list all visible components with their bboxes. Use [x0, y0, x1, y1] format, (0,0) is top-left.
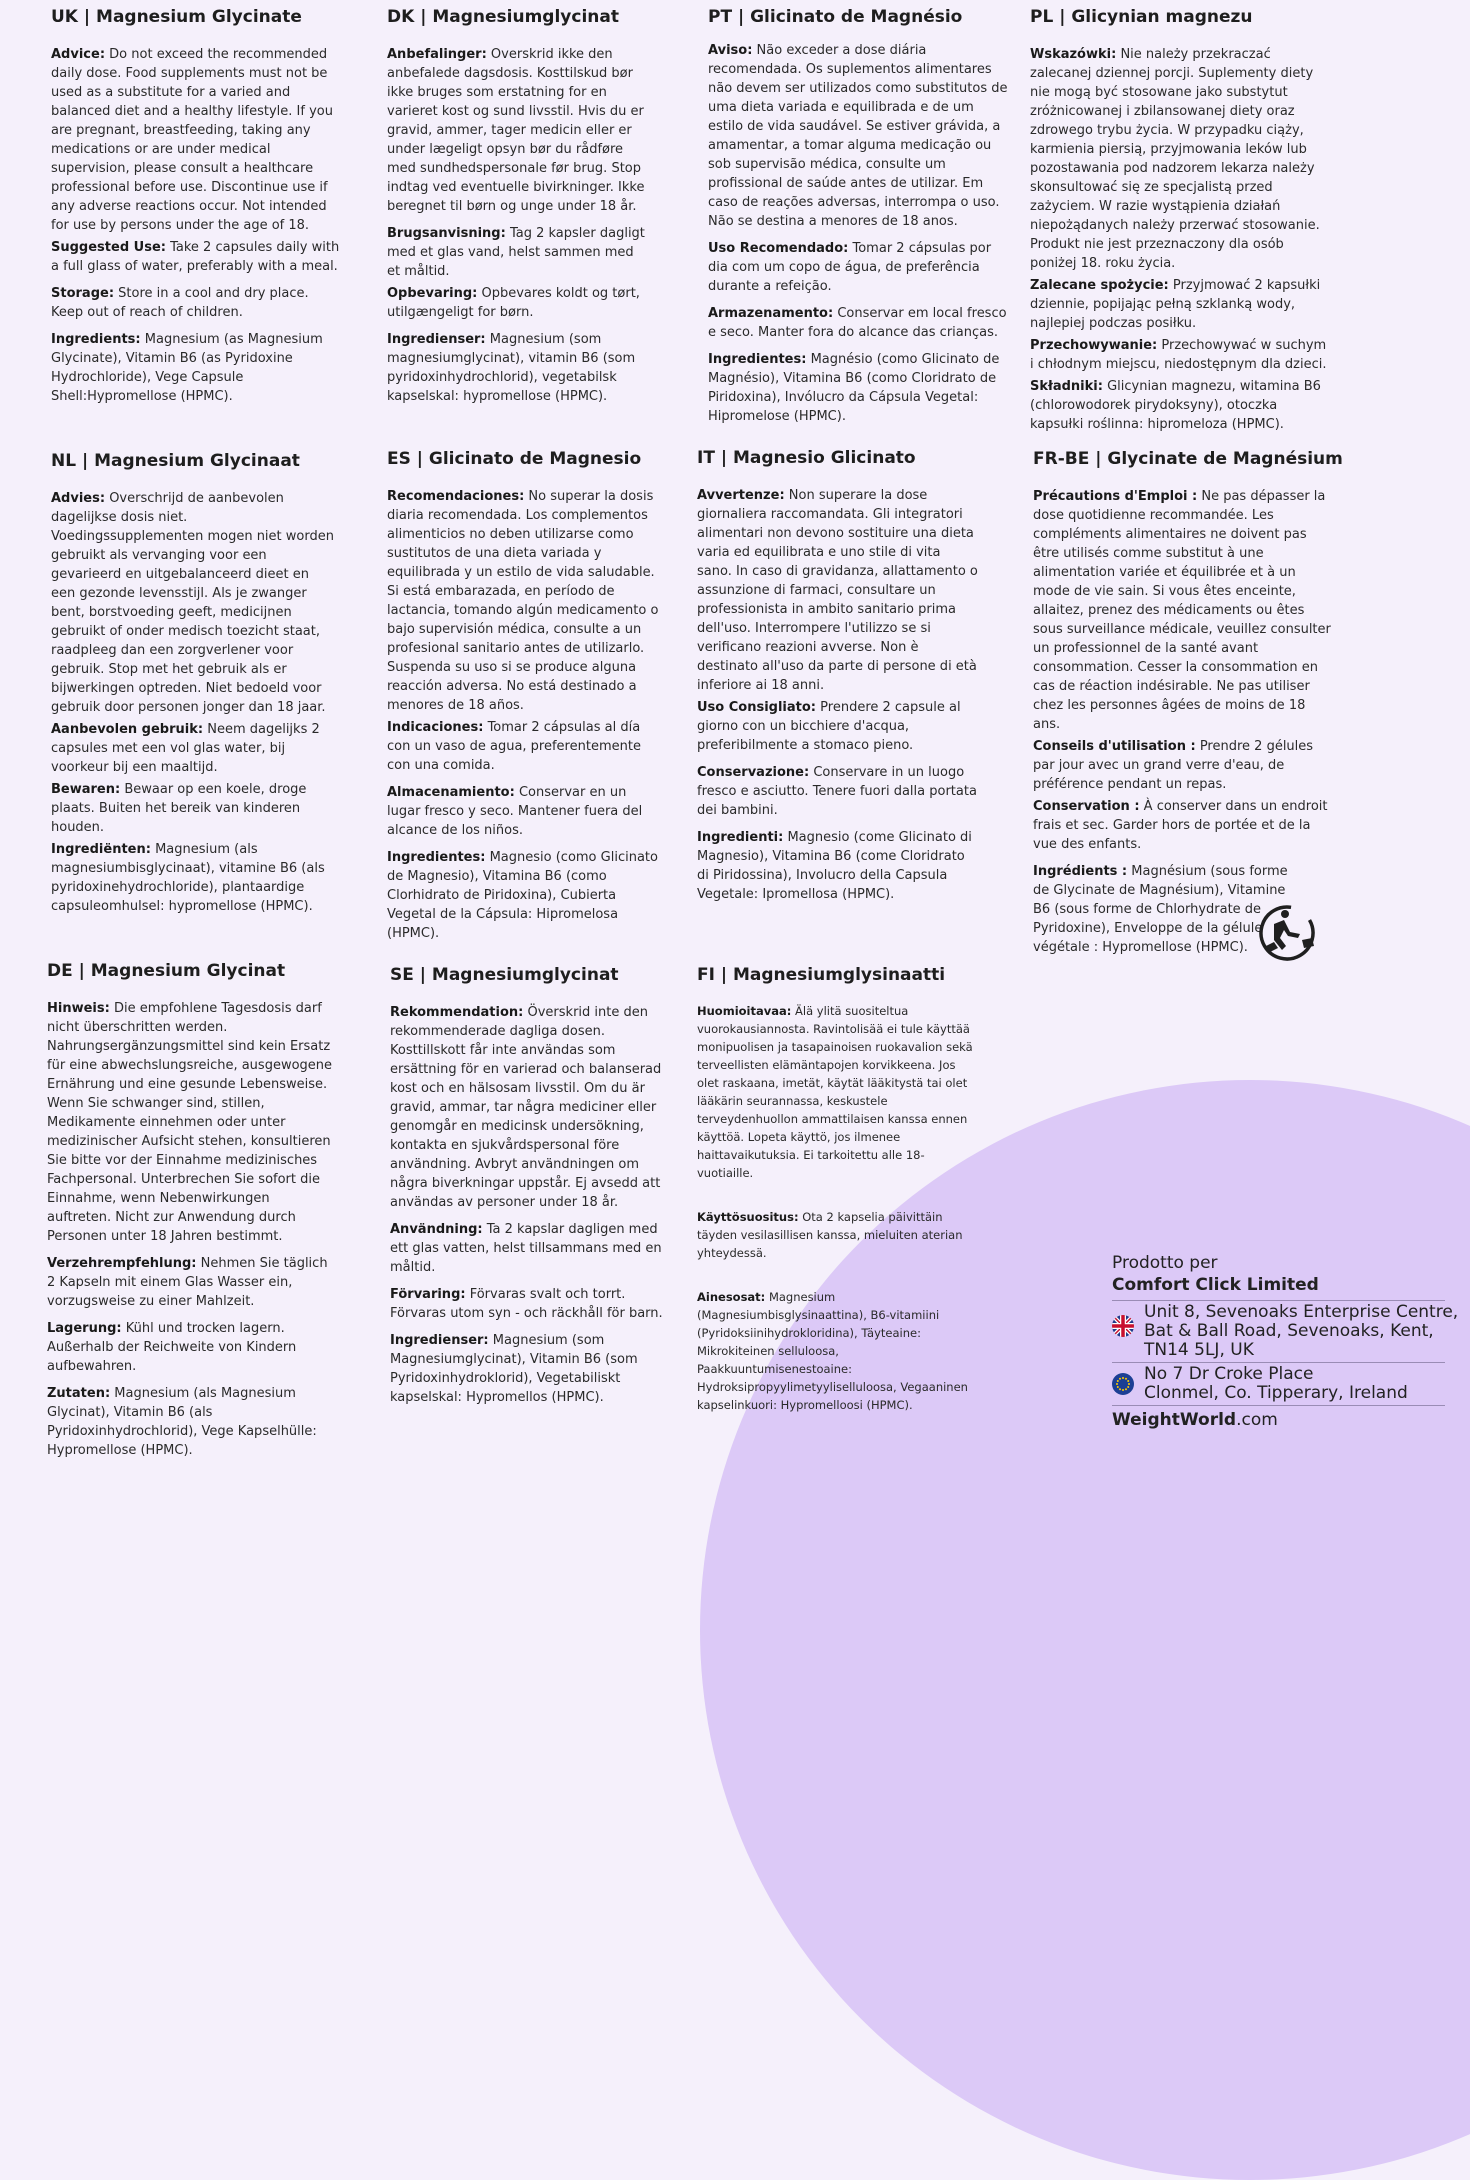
website-tld: .com	[1236, 1410, 1278, 1430]
advice-text: No superar la dosis diaria recomendada. Los complementos alimenticios no deben utilizarse como sustitutos de una dieta variada y equilibrada y un estilo de vida saludable. Si está embarazada, en período de lactancia, tomando algún medicamento o bajo supervisión médica, consulte a un profesional sanitario antes de utilizarlo. Suspenda su uso si se produce alguna reacción adversa. No está destinado a menores de 18 años.	[387, 489, 659, 713]
advice-text: Die empfohlene Tagesdosis darf nicht überschritten werden. Nahrungsergänzungsmittel sind kein Ersatz für eine abwechslungsreiche, ausgewogene Ernährung und eine gesunde Lebensweise. Wenn Sie schwanger sind, stillen, Medikamente einnehmen oder unter medizinischer Aufsicht stehen, konsultieren Sie bitte vor der Einnahme medizinisches Fachpersonal. Unterbrechen Sie sofort die Einnahme, wenn Nebenwirkungen auftreten. Nicht zur Anwendung durch Personen unter 18 Jahren bestimmt.	[47, 1001, 333, 1244]
advice-paragraph	[708, 41, 1008, 231]
advice-text: Nie należy przekraczać zalecanej dziennej porcji. Suplementy diety nie mogą być stosowane jako substytut zróżnicowanej i zbilansowanej diety oraz zdrowego trybu życia. W przypadku ciąży, karmienia piersią, przyjmowania leków lub pozostawania pod nadzorem lekarza należy skonsultować się ze specjalistą przed zażyciem. W razie wystąpienia działań niepożądanych należy przerwać stosowanie. Produkt nie jest przeznaczony dla osób poniżej 18. roku życia.	[1030, 47, 1320, 271]
advice-label: Recomendaciones:	[387, 489, 525, 504]
use-paragraph	[390, 1220, 673, 1277]
manufacturer-block	[1112, 1252, 1459, 1430]
ingredients-label: Ingrediënten:	[51, 842, 151, 857]
advice-label: Advice:	[51, 47, 106, 62]
ingredients-text: Glicynian magnezu, witamina B6 (chlorowodorek pirydoksyny), otoczka kapsułki roślinna: hipromeloza (HPMC).	[1030, 379, 1321, 432]
uk-flag-icon	[1112, 1315, 1134, 1337]
storage-label: Conservazione:	[697, 765, 810, 780]
section-uk	[51, 8, 341, 409]
advice-label: Avvertenze:	[697, 488, 785, 503]
use-paragraph	[47, 1254, 337, 1311]
advice-label: Rekommendation:	[390, 1005, 524, 1020]
use-paragraph	[51, 238, 341, 276]
website	[1112, 1405, 1445, 1430]
advice-paragraph	[51, 45, 341, 235]
ingredients-text: Magnésium (sous forme de Glycinate de Magnésium), Vitamine B6 (sous forme de Chlorhydrate de Pyridoxine), Enveloppe de la gélule végétale : Hypromellose (HPMC).	[1033, 864, 1288, 955]
ingredients-label: Ingredienser:	[390, 1333, 489, 1348]
advice-label: Wskazówki:	[1030, 47, 1117, 62]
use-label: Käyttösuositus:	[697, 1210, 799, 1224]
storage-label: Storage:	[51, 286, 115, 301]
section-title: ES | Glicinato de Magnesio	[387, 449, 642, 469]
advice-label: Aviso:	[708, 43, 753, 58]
storage-text: Bewaar op een koele, droge plaats. Buiten het bereik van kinderen houden.	[51, 782, 307, 835]
advice-text: Não exceder a dose diária recomendada. Os suplementos alimentares não devem ser utilizados como substitutos de uma dieta variada e equilibrada e de um estilo de vida saudável. Se estiver grávida, a amamentar, a tomar alguma medicação ou sob supervisão médica, consulte um profissional de saúde antes de utilizar. Em caso de reações adversas, interrompa o uso. Não se destina a menores de 18 anos.	[708, 43, 1008, 229]
use-label: Zalecane spożycie:	[1030, 278, 1169, 293]
advice-text: Overskrid ikke den anbefalede dagsdosis. Kosttilskud bør ikke bruges som erstatning for en varieret kost og sund livsstil. Hvis du er gravid, ammer, tager medicin eller er under lægeligt opsyn bør du rådføre med sundhedspersonale før brug. Stop indtag ved eventuelle bivirkninger. Ikke beregnet til børn og unge under 18 år.	[387, 47, 645, 214]
advice-paragraph	[51, 489, 336, 717]
advice-paragraph	[1033, 487, 1335, 734]
use-label: Uso Recomendado:	[708, 241, 849, 256]
section-title: SE | Magnesiumglycinat	[390, 965, 619, 985]
ingredients-paragraph	[697, 828, 979, 904]
use-label: Aanbevolen gebruik:	[51, 722, 204, 737]
section-title: FR-BE | Glycinate de Magnésium	[1033, 449, 1343, 469]
section-dk	[387, 8, 649, 409]
produced-for	[1112, 1252, 1445, 1296]
ingredients-paragraph	[390, 1331, 673, 1407]
storage-text: Store in a cool and dry place. Keep out of reach of children.	[51, 286, 309, 320]
ingredients-label: Ainesosat:	[697, 1290, 766, 1304]
storage-paragraph	[51, 780, 336, 837]
section-de	[47, 962, 337, 1463]
storage-label: Przechowywanie:	[1030, 338, 1158, 353]
section-es	[387, 450, 662, 946]
storage-text: Conservar em local fresco e seco. Manter fora do alcance das crianças.	[708, 306, 1007, 340]
website-brand: WeightWorld	[1112, 1410, 1237, 1430]
advice-paragraph	[47, 999, 337, 1246]
storage-label: Bewaren:	[51, 782, 121, 797]
ingredients-paragraph	[697, 1288, 975, 1414]
section-title: PL | Glicynian magnezu	[1030, 7, 1253, 27]
use-paragraph	[51, 720, 336, 777]
storage-paragraph	[387, 284, 649, 322]
ie-address-line-2: Clonmel, Co. Tipperary, Ireland	[1144, 1383, 1408, 1403]
produced-for-label: Prodotto per	[1112, 1253, 1218, 1273]
advice-paragraph	[387, 487, 662, 715]
advice-label: Hinweis:	[47, 1001, 110, 1016]
eu-flag-icon	[1112, 1373, 1134, 1395]
storage-text: À conserver dans un endroit frais et sec. Garder hors de portée et de la vue des enfants.	[1033, 799, 1328, 852]
storage-text: Conservar en un lugar fresco y seco. Mantener fuera del alcance de los niños.	[387, 785, 643, 838]
advice-label: Anbefalinger:	[387, 47, 487, 62]
ie-address-line-1: No 7 Dr Croke Place	[1144, 1364, 1314, 1384]
use-paragraph	[387, 224, 649, 281]
section-fi	[697, 966, 975, 1418]
use-text: Prendere 2 capsule al giorno con un bicchiere d'acqua, preferibilmente a stomaco pieno.	[697, 700, 961, 753]
use-paragraph	[1030, 276, 1328, 333]
use-text: Neem dagelijks 2 capsules met een vol glas water, bij voorkeur bij een maaltijd.	[51, 722, 320, 775]
use-text: Take 2 capsules daily with a full glass of water, preferably with a meal.	[51, 240, 340, 274]
section-title: DE | Magnesium Glycinat	[47, 961, 286, 981]
ingredients-text: Magnésio (como Glicinato de Magnésio), Vitamina B6 (como Cloridrato de Piridoxina), Invólucro da Cápsula Vegetal: Hipromelose (HPMC).	[708, 352, 1000, 424]
storage-label: Almacenamiento:	[387, 785, 515, 800]
use-text: Tomar 2 cápsulas al día con un vaso de agua, preferentemente con una comida.	[387, 720, 641, 773]
advice-paragraph	[387, 45, 649, 216]
advice-text: Non superare la dose giornaliera raccomandata. Gli integratori alimentari non devono sostituire una dieta varia ed equilibrata e uno stile di vita sano. In caso di gravidanza, allattamento o assunzione di farmaci, consultare un professionista in ambito sanitario prima dell'uso. Interrompere l'utilizzo se si verificano reazioni avverse. Non è destinato all'uso da parte di persone di età inferiore ai 18 anni.	[697, 488, 978, 693]
section-se	[390, 966, 673, 1410]
ingredients-label: Ingredienser:	[387, 332, 486, 347]
section-title: NL | Magnesium Glycinaat	[51, 451, 300, 471]
ingredients-label: Ingredients:	[51, 332, 141, 347]
section-title: IT | Magnesio Glicinato	[697, 448, 916, 468]
advice-paragraph	[390, 1003, 673, 1212]
ingredients-paragraph	[51, 840, 336, 916]
uk-address-line-2: Bat & Ball Road, Sevenoaks, Kent,	[1144, 1321, 1434, 1341]
ingredients-text: Magnesium (som Magnesiumglycinat), Vitamin B6 (som Pyridoxinhydroklorid), Vegetabiliskt kapselskal: Hypromellos (HPMC).	[390, 1333, 638, 1405]
uk-address-line-1: Unit 8, Sevenoaks Enterprise Centre,	[1144, 1302, 1459, 1322]
advice-paragraph	[1030, 45, 1328, 273]
ingredients-text: Magnesio (come Glicinato di Magnesio), Vitamina B6 (come Cloridrato di Piridossina), Involucro della Capsula Vegetale: Ipromellosa (HPMC).	[697, 830, 972, 902]
advice-label: Précautions d'Emploi :	[1033, 489, 1198, 504]
advice-paragraph	[697, 1002, 975, 1182]
use-label: Conseils d'utilisation :	[1033, 739, 1196, 754]
section-fr-be	[1033, 449, 1343, 960]
ingredients-paragraph	[47, 1384, 337, 1460]
storage-paragraph	[708, 304, 1008, 342]
storage-text: Kühl und trocken lagern. Außerhalb der Reichweite von Kindern aufbewahren.	[47, 1321, 297, 1374]
storage-paragraph	[1030, 336, 1328, 374]
storage-text: Conservare in un luogo fresco e asciutto. Tenere fuori dalla portata dei bambini.	[697, 765, 977, 818]
use-label: Brugsanvisning:	[387, 226, 506, 241]
advice-text: Overschrijd de aanbevolen dagelijkse dosis niet. Voedingssupplementen mogen niet worden gebruikt als vervanging voor een gevarieerd en uitgebalanceerd dieet en een gezonde levensstijl. Als je zwanger bent, borstvoeding geeft, medicijnen gebruikt of onder medisch toezicht staat, raadpleeg dan een zorgverlener voor gebruik. Stop met het gebruik als er bijwerkingen optreden. Niet bedoeld voor gebruik door personen jonger dan 18 jaar.	[51, 491, 334, 715]
use-text: Nehmen Sie täglich 2 Kapseln mit einem Glas Wasser ein, vorzugsweise zu einer Mahlzeit.	[47, 1256, 328, 1309]
ingredients-text: Magnesium (as Magnesium Glycinate), Vitamin B6 (as Pyridoxine Hydrochloride), Vege Capsule Shell:Hypromellose (HPMC).	[51, 332, 323, 404]
storage-label: Conservation :	[1033, 799, 1140, 814]
ingredients-text: Magnesium (Magnesiumbisglysinaattina), B6-vitamiini (Pyridoksiinihydrokloridina), Täyteaine: Mikrokiteinen selluloosa, Paakkuuntumisenestoaine: Hydroksipropyylimetyyliselluloosa, Vegaaninen kapselinkuori: Hypromelloosi (HPMC).	[697, 1290, 968, 1412]
storage-paragraph	[387, 783, 662, 840]
uk-address-line-3: TN14 5LJ, UK	[1144, 1340, 1254, 1360]
ie-address	[1112, 1362, 1445, 1405]
section-nl	[51, 452, 336, 919]
storage-paragraph	[47, 1319, 337, 1376]
storage-paragraph	[697, 763, 979, 820]
storage-paragraph	[51, 284, 341, 322]
storage-label: Opbevaring:	[387, 286, 478, 301]
ingredients-text: Magnesium (als magnesiumbisglycinaat), vitamine B6 (als pyridoxinehydrochloride), plantaardige capsuleomhulsel: hypromellose (HPMC).	[51, 842, 325, 914]
storage-text: Förvaras svalt och torrt. Förvaras utom syn - och räckhåll för barn.	[390, 1287, 663, 1321]
advice-paragraph	[697, 486, 979, 695]
section-title: UK | Magnesium Glycinate	[51, 7, 302, 27]
ingredients-label: Ingredientes:	[387, 850, 486, 865]
section-it	[697, 449, 979, 907]
use-label: Verzehrempfehlung:	[47, 1256, 197, 1271]
section-pl	[1030, 8, 1328, 437]
use-paragraph	[708, 239, 1008, 296]
ingredients-paragraph	[51, 330, 341, 406]
ingredients-paragraph	[387, 330, 649, 406]
uk-address	[1112, 1300, 1459, 1362]
use-paragraph	[387, 718, 662, 775]
use-paragraph	[1033, 737, 1335, 794]
ingredients-paragraph	[1033, 862, 1288, 957]
ingredients-label: Zutaten:	[47, 1386, 111, 1401]
use-label: Användning:	[390, 1222, 483, 1237]
ingredients-label: Składniki:	[1030, 379, 1103, 394]
ingredients-paragraph	[1030, 377, 1328, 434]
use-text: Przyjmować 2 kapsułki dziennie, popijając pełną szklanką wody, najlepiej podczas posiłku.	[1030, 278, 1321, 331]
storage-label: Lagerung:	[47, 1321, 122, 1336]
ingredients-label: Ingrédients :	[1033, 864, 1128, 879]
storage-text: Opbevares koldt og tørt, utilgængeligt for børn.	[387, 286, 640, 320]
ingredients-paragraph	[708, 350, 1008, 426]
advice-text: Do not exceed the recommended daily dose. Food supplements must not be used as a substitute for a varied and balanced diet and a healthy lifestyle. If you are pregnant, breastfeeding, taking any medications or are under medical supervision, please consult a healthcare professional before use. Discontinue use if any adverse reactions occur. Not intended for use by persons under the age of 18.	[51, 47, 333, 233]
advice-text: Älä ylitä suositeltua vuorokausiannosta. Ravintolisää ei tule käyttää monipuolisen ja tasapainoisen ruokavalion sekä terveellisten elämäntapojen korvikkeena. Jos olet raskaana, imetät, käytät lääkitystä tai olet lääkärin seurannassa, keskustele terveydenhuollon ammattilaisen kanssa ennen käyttöä. Lopeta käyttö, jos ilmenee haittavaikutuksia. Ei tarkoitettu alle 18-vuotiaille.	[697, 1004, 973, 1180]
ingredients-paragraph	[387, 848, 662, 943]
advice-label: Huomioitavaa:	[697, 1004, 792, 1018]
use-text: Tag 2 kapsler dagligt med et glas vand, helst sammen med et måltid.	[387, 226, 645, 279]
advice-text: Ne pas dépasser la dose quotidienne recommandée. Les compléments alimentaires ne doivent pas être utilisés comme substitut à une alimentation variée et équilibrée et à un mode de vie sain. Si vous êtes enceinte, allaitez, prenez des médicaments ou êtes sous surveillance médicale, veuillez consulter un professionnel de la santé avant consommation. Cesser la consommation en cas de réaction indésirable. Ne pas utiliser chez les personnes âgées de moins de 18 ans.	[1033, 489, 1331, 732]
use-paragraph	[697, 1208, 975, 1262]
use-paragraph	[697, 698, 979, 755]
storage-label: Armazenamento:	[708, 306, 834, 321]
ingredients-label: Ingredienti:	[697, 830, 784, 845]
storage-paragraph	[1033, 797, 1335, 854]
ingredients-text: Magnesium (som magnesiumglycinat), vitamin B6 (som pyridoxinhydrochlorid), vegetabilsk kapselskal: hypromellose (HPMC).	[387, 332, 636, 404]
section-title: PT | Glicinato de Magnésio	[708, 7, 963, 27]
ingredients-label: Ingredientes:	[708, 352, 807, 367]
ingredients-text: Magnesio (como Glicinato de Magnesio), Vitamina B6 (como Clorhidrato de Piridoxina), Cubierta Vegetal de la Cápsula: Hipromelosa (HPMC).	[387, 850, 658, 941]
use-text: Ota 2 kapselia päivittäin täyden vesilasillisen kanssa, mieluiten aterian yhteydessä.	[697, 1210, 963, 1260]
use-text: Prendre 2 gélules par jour avec un grand verre d'eau, de préférence pendant un repas.	[1033, 739, 1314, 792]
use-text: Tomar 2 cápsulas por dia com um copo de água, de preferência durante a refeição.	[708, 241, 992, 294]
use-text: Ta 2 kapslar dagligen med ett glas vatten, helst tillsammans med en måltid.	[390, 1222, 662, 1275]
use-label: Suggested Use:	[51, 240, 166, 255]
recycle-people-icon	[1258, 902, 1320, 964]
use-label: Uso Consigliato:	[697, 700, 817, 715]
advice-text: Överskrid inte den rekommenderade dagliga dosen. Kosttillskott får inte användas som ersättning för en varierad och balanserad kost och en hälsosam livsstil. Om du är gravid, ammar, tar några mediciner eller genomgår en medicinsk undersökning, kontakta en sjukvårdspersonal före användning. Avbryt användningen om några biverkningar uppstår. Ej avsedd att användas av personer under 18 år.	[390, 1005, 662, 1210]
section-title: DK | Magnesiumglycinat	[387, 7, 619, 27]
use-label: Indicaciones:	[387, 720, 484, 735]
section-pt	[708, 8, 1008, 429]
ingredients-text: Magnesium (als Magnesium Glycinat), Vitamin B6 (als Pyridoxinhydrochlorid), Vege Kapselhülle: Hypromellose (HPMC).	[47, 1386, 317, 1458]
company-name: Comfort Click Limited	[1112, 1275, 1319, 1295]
storage-text: Przechowywać w suchym i chłodnym miejscu, niedostępnym dla dzieci.	[1030, 338, 1327, 372]
storage-label: Förvaring:	[390, 1287, 466, 1302]
storage-paragraph	[390, 1285, 673, 1323]
section-title: FI | Magnesiumglysinaatti	[697, 965, 946, 985]
advice-label: Advies:	[51, 491, 106, 506]
